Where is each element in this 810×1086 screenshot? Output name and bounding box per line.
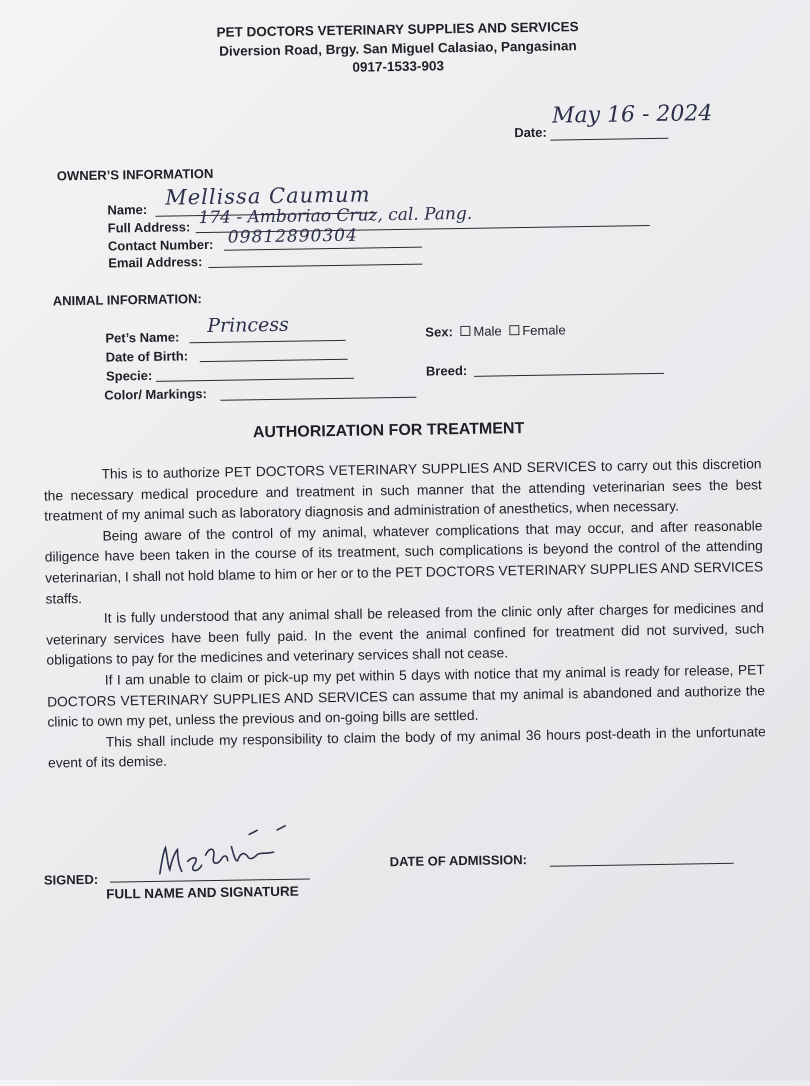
pet-name-value[interactable]: Princess	[207, 313, 289, 338]
pet-name-line	[189, 340, 345, 343]
sex-label: Sex:	[425, 324, 453, 340]
handwritten-signature[interactable]	[153, 824, 304, 882]
authorization-title: AUTHORIZATION FOR TREATMENT	[252, 420, 525, 442]
owner-name-value[interactable]: Mellissa Caumum	[165, 182, 371, 210]
owner-section-title: OWNER’S INFORMATION	[56, 165, 214, 184]
paragraph-2: Being aware of the control of my animal, whatever complications that may occur, and after reasonable diligence have been taken in the course of its treatment, such complications is beyond the control of the attending veterinarian, I shall not hold blame to him or her or to the PET DOCTORS VETERINARY SUPPLIES AND SERVICES staffs.	[44, 518, 764, 607]
sex-field	[425, 322, 565, 339]
clinic-address: Diversion Road, Brgy. San Miguel Calasiao, Pangasinan	[219, 38, 577, 59]
signed-label: SIGNED:	[43, 871, 99, 888]
paragraph-3: It is fully understood that any animal shall be released from the clinic only after charges for medicines and veterinary services have been fully paid. In the event the animal confined for treatment did not survived, such obligations to pay for the medicines and veterinary services shall not cease.	[46, 600, 765, 668]
animal-section-title: ANIMAL INFORMATION:	[52, 291, 202, 309]
paragraph-5: This shall include my responsibility to claim the body of my animal 36 hours post-death in the unfortunate event of its demise.	[47, 724, 766, 771]
authorization-body	[43, 454, 766, 774]
female-label: Female	[522, 322, 566, 339]
color-line	[220, 397, 416, 401]
dob-label: Date of Birth:	[105, 348, 189, 365]
pet-name-label: Pet’s Name:	[105, 329, 180, 346]
admission-line	[550, 863, 734, 867]
breed-line	[474, 373, 664, 377]
paragraph-4: If I am unable to claim or pick-up my pet within 5 days with notice that my animal is ready for release, PET DOCTORS VETERINARY SUPPLIES AND SERVICES can assume that my animal is abandoned and authorize the clinic to own my pet, unless the previous and on-going bills are settled.	[47, 662, 766, 730]
clinic-name: PET DOCTORS VETERINARY SUPPLIES AND SERVICES	[216, 19, 579, 40]
dob-line	[200, 359, 348, 362]
address-label: Full Address:	[107, 219, 191, 236]
specie-label: Specie:	[105, 367, 153, 384]
owner-address-value[interactable]: 174 - Amboriao Cruz, cal. Pang.	[198, 203, 473, 229]
color-label: Color/ Markings:	[104, 386, 207, 403]
clinic-phone: 0917-1533-903	[352, 58, 445, 75]
female-checkbox[interactable]	[509, 325, 519, 335]
name-label: Name:	[107, 201, 148, 218]
date-label: Date:	[514, 124, 547, 141]
paragraph-1: This is to authorize PET DOCTORS VETERINARY SUPPLIES AND SERVICES to carry out this discretion the necessary medical procedure and treatment in such manner that the attending veterinarian sees the best treatment of my animal such as laboratory diagnosis and administration of anesthetics, when necessary.	[43, 456, 762, 524]
date-value[interactable]: May 16 - 2024	[551, 101, 713, 129]
male-checkbox[interactable]	[460, 326, 470, 336]
male-label: Male	[473, 323, 502, 339]
admission-label: DATE OF ADMISSION:	[389, 852, 527, 870]
breed-label: Breed:	[425, 362, 468, 379]
owner-contact-value[interactable]: 09812890304	[227, 225, 358, 248]
signature-caption: FULL NAME AND SIGNATURE	[106, 883, 299, 902]
contact-label: Contact Number:	[107, 236, 214, 254]
email-label: Email Address:	[108, 254, 203, 271]
date-line	[550, 138, 668, 141]
specie-line	[156, 378, 354, 382]
email-line	[208, 264, 422, 268]
